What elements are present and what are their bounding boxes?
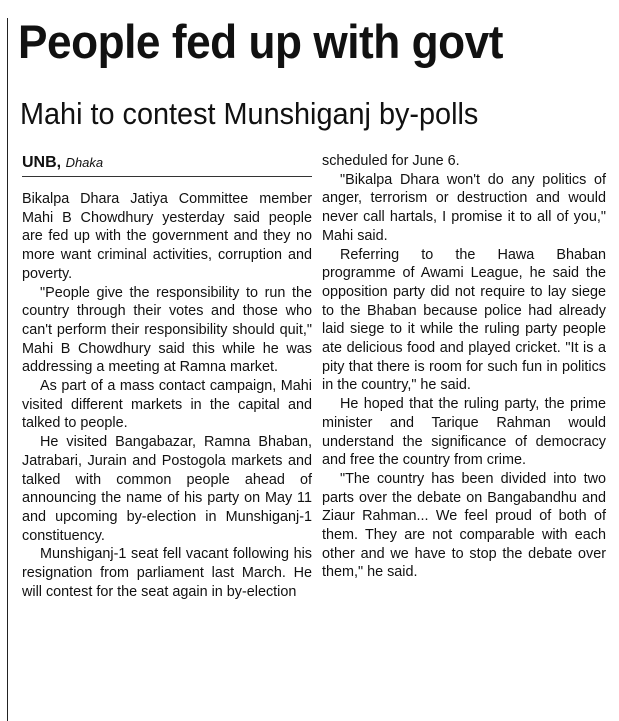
paragraph: "Bikalpa Dhara won't do any politics of anger, terrorism or destruction and would never call hartals, I promise it to all of you," Mahi said. (322, 171, 606, 244)
paragraph: "People give the responsibility to run the country through their votes and those who can't perform their responsibility should quit," Mahi B Chowdhury said this while he was addressing a meeting at Ramna market. (22, 284, 312, 376)
byline (22, 152, 312, 177)
headline: People fed up with govt (18, 15, 503, 68)
paragraph: Referring to the Hawa Bhaban programme of Awami League, he said the opposition party did not require to lay siege to the Bhaban because police had already laid siege to it while the ruling party people ate delicious food and played cricket. "It is a pity that there is room for such fun in politics in the country," he said. (322, 246, 606, 394)
paragraph: He visited Bangabazar, Ramna Bhaban, Jatrabari, Jurain and Postogola markets and talked with common people ahead of announcing the name of his party on May 11 and upcoming by-election in Munshiganj-1 constituency. (22, 434, 312, 544)
byline-agency: UNB, (22, 154, 62, 171)
paragraph: Munshiganj-1 seat fell vacant following his resignation from parliament last March. He will contest for the seat again in by-election (22, 546, 312, 600)
paragraph: As part of a mass contact campaign, Mahi visited different markets in the capital and talked to people. (22, 378, 312, 432)
article-column-left (22, 190, 312, 601)
paragraph: He hoped that the ruling party, the prime minister and Tarique Rahman would understand the significance of democracy and free the country from crime. (322, 396, 606, 469)
byline-place: Dhaka (65, 155, 104, 170)
paragraph: scheduled for June 6. (322, 153, 460, 169)
article-column-right (322, 152, 606, 582)
column-rule (7, 18, 8, 721)
paragraph: "The country has been divided into two parts over the debate on Bangabandhu and Ziaur Rahman... We feel proud of both of them. They are not comparable with each other and we have to stop the debate over them," he said. (322, 470, 606, 581)
subheadline: Mahi to contest Munshiganj by-polls (20, 96, 479, 131)
paragraph: Bikalpa Dhara Jatiya Committee member Mahi B Chowdhury yesterday said people are fed up with the government and they no more want criminal activities, corruption and poverty. (22, 191, 312, 282)
